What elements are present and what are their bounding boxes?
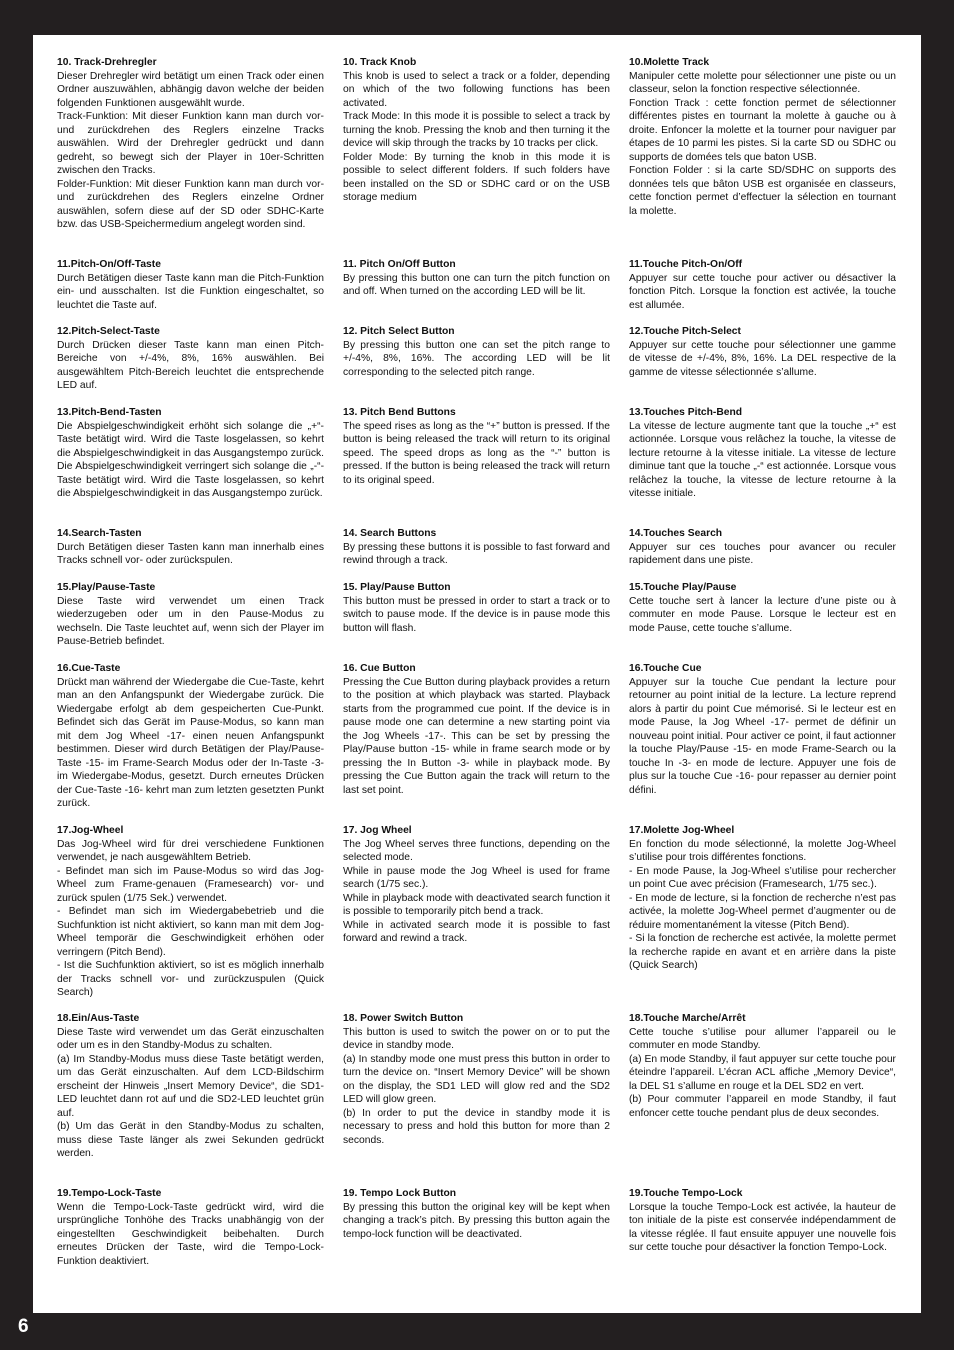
section-body: By pressing this button one can turn the pitch function on and off. When turned on the according LED will be lit.	[343, 272, 610, 297]
section-title: 15. Play/Pause Button	[343, 582, 451, 593]
section-pitch-select	[57, 325, 324, 393]
section-pitch-on-off	[629, 258, 896, 312]
section-tempo-lock	[343, 1187, 610, 1241]
section-title: 12.Touche Pitch-Select	[629, 326, 741, 337]
section-title: 18.Touche Marche/Arrêt	[629, 1013, 746, 1024]
section-title: 16. Cue Button	[343, 663, 416, 674]
section-cue	[629, 662, 896, 797]
section-body: Cette touche s’utilise pour allumer l’appareil ou le commuter en mode Standby. (a) En mode Standby, il faut appuyer sur cette touche pour éteindre l’appareil. L’écran ACL affiche „Memory Device“, la DEL S1 s’allume en rouge et la DEL SD2 en vert. (b) Pour commuter l’appareil en mode Standby, il faut enfoncer cette touche pendant plus de deux secondes.	[629, 1026, 896, 1119]
section-body: By pressing this button the original key will be kept when changing a track’s pitch. By pressing this button again the tempo-lock function will be deactivated.	[343, 1201, 610, 1240]
section-body: Durch Drücken dieser Taste kann man einen Pitch-Bereiche von +/-4%, 8%, 16% auswählen. Bei ausgewähltem Pitch-Bereich leuchtet die entsprechende LED auf.	[57, 339, 324, 391]
section-body: This knob is used to select a track or a folder, depending on which of the two following functions has been activated. Track Mode: In this mode it is possible to select a track by turning the knob. Pressing the knob and then turning it the device will skip through the tracks by 10 tracks per click. Folder Mode: By turning the knob in this mode it is possible to select different folders. If such folders have been installed on the SD or SDHC card or on the USB storage medium	[343, 70, 610, 203]
section-title: 18. Power Switch Button	[343, 1013, 464, 1024]
section-body: Appuyer sur cette touche pour activer ou désactiver la fonction Pitch. Lorsque la fonction est activée, la touche est allumée.	[629, 272, 896, 311]
section-body: By pressing these buttons it is possible to fast forward and rewind through a track.	[343, 541, 610, 566]
section-jog-wheel	[343, 824, 610, 946]
section-search	[629, 527, 896, 568]
page-number: 6	[18, 1316, 29, 1337]
section-body: La vitesse de lecture augmente tant que la touche „+“ est actionnée. Lorsque vous relâchez la touche, la vitesse de lecture retourne à la vitesse initiale. La vitesse de lecture diminue tant que la touche „-“ est actionnée. Lorsque vous relâchez la touche, la vitesse de lecture retourne à la vitesse initiale.	[629, 420, 896, 499]
section-play-pause	[629, 581, 896, 635]
section-body: Durch Betätigen dieser Taste kann man die Pitch-Funktion ein- und ausschalten. Ist die Funktion eingeschaltet, so leuchtet die Taste auf.	[57, 272, 324, 311]
section-title: 10. Track Knob	[343, 57, 417, 68]
section-track-knob	[629, 56, 896, 218]
section-body: The Jog Wheel serves three functions, depending on the selected mode. While in pause mode the Jog Wheel is used for frame search (1/75 sec.). While in playback mode with deactivated search function it is possible to temporarily pitch bend a track. While in activated search mode it is possible to fast forward and rewind a track.	[343, 838, 610, 944]
section-body: Pressing the Cue Button during playback provides a return to the position at which playback was started. Playback starts from the programmed cue point. If the device is in pause mode one can determine a new starting point via the Jog Wheels -17-. This can be set by pressing the Play/Pause button -15- while in frame search mode or by pressing the In Button -3- while in playback mode. By pressing the Cue Button again the track will return to the last set point.	[343, 676, 610, 796]
section-body: Diese Taste wird verwendet um das Gerät einzuschalten oder um es in den Standby-Modus zu schalten. (a) Im Standby-Modus muss diese Taste betätigt werden, um das Gerät einzuschalten. Auf dem LCD-Bildschirm erscheint der Hinweis „Insert Memory Device“, die SD1-LED leuchtet dann rot auf und die SD2-LED leuchtet grün auf. (b) Um das Gerät in den Standby-Modus zu schalten, muss diese Taste länger als zwei Sekunden gedrückt werden.	[57, 1026, 324, 1159]
section-title: 12. Pitch Select Button	[343, 326, 455, 337]
section-title: 13.Pitch-Bend-Tasten	[57, 407, 162, 418]
section-cue	[343, 662, 610, 797]
section-title: 16.Touche Cue	[629, 663, 702, 674]
manual-page	[33, 35, 921, 1313]
section-play-pause	[343, 581, 610, 635]
section-body: Appuyer sur la touche Cue pendant la lecture pour retourner au point initial de la lecture. La lecture reprend alors à partir du point Cue mémorisé. Si le lecteur est en mode Pause, la Jog Wheel -17- permet de définir un nouveau point initial. Pour activer ce point, il faut actionner la touche Play/Pause -15- en mode Frame-Search ou la touche In -3- en mode de lecture. Appuyer une fois de plus sur la touche Cue -16- pour repasser au dernier point défini.	[629, 676, 896, 796]
section-title: 17.Molette Jog-Wheel	[629, 825, 735, 836]
section-title: 17.Jog-Wheel	[57, 825, 124, 836]
section-body: En fonction du mode sélectionné, la molette Jog-Wheel s’utilise pour trois différentes fonctions. - En mode Pause, la Jog-Wheel s’utilise pour rechercher un point Cue avec précision (Framesearch, 1/75 sec.). - En mode de lecture, si la fonction de recherche n’est pas activée, la molette Jog-Wheel permet d’augmenter ou de réduire momentanément la vitesse (Pitch Bend). - Si la fonction de recherche est activée, la molette permet la recherche rapide en avant et en arrière dans la piste (Quick Search)	[629, 838, 896, 971]
section-body: Durch Betätigen dieser Tasten kann man innerhalb eines Tracks schnell vor- oder zurückspulen.	[57, 541, 324, 566]
section-jog-wheel	[57, 824, 324, 1000]
section-pitch-on-off	[343, 258, 610, 299]
section-tempo-lock	[57, 1187, 324, 1268]
section-title: 15.Touche Play/Pause	[629, 582, 737, 593]
section-body: Manipuler cette molette pour sélectionner une piste ou un classeur, selon la fonction respective sélectionnée. Fonction Track : cette fonction permet de sélectionner différentes pistes en tournant la molette à gauche ou à droite. Enfoncer la molette et la tourner pour naviguer par étapes de 10 parmi les pistes. Si la carte SD ou SDHC ou supports de domées tels que baton USB. Fonction Folder : si la carte SD/SDHC on supports des données tels que bâton USB est organisée en classeurs, cette fonction permet d’effectuer la sélection en tournant la molette.	[629, 70, 896, 217]
section-track-knob	[343, 56, 610, 205]
section-body: This button is used to switch the power on or to put the device in standby mode. (a) In standby mode one must press this button in order to turn the device on. “Insert Memory Device” will be shown on the display, the SD1 LED will glow red and the SD2 LED will glow green. (b) In order to put the device in standby mode it is necessary to press and hold this button for more than 2 seconds.	[343, 1026, 610, 1146]
section-pitch-on-off	[57, 258, 324, 312]
section-pitch-select	[629, 325, 896, 379]
section-title: 14.Touches Search	[629, 528, 723, 539]
section-body: Diese Taste wird verwendet um einen Track wiederzugeben oder um in den Pause-Modus zu wechseln. Die Taste leuchtet auf, wenn sich der Player im Pause-Betrieb befindet.	[57, 595, 324, 647]
section-power	[343, 1012, 610, 1147]
section-title: 17. Jog Wheel	[343, 825, 412, 836]
section-cue	[57, 662, 324, 811]
section-body: The speed rises as long as the “+” button is pressed. If the button is being released the track will return to its original speed. The speed drops as long as the “-” button is pressed. If the button is being released the track will return to its original speed.	[343, 420, 610, 486]
section-title: 11.Touche Pitch-On/Off	[629, 259, 743, 270]
section-title: 13.Touches Pitch-Bend	[629, 407, 743, 418]
section-title: 14. Search Buttons	[343, 528, 437, 539]
section-play-pause	[57, 581, 324, 649]
section-pitch-bend	[57, 406, 324, 501]
section-body: Das Jog-Wheel wird für drei verschiedene Funktionen verwendet, je nach ausgewähltem Betrieb. - Befindet man sich im Pause-Modus so wird das Jog-Wheel zum Frame-genauen (Framesearch) vor- und zurück spulen (1/75 Sek.) verwendet. - Befindet man sich im Wiedergabebetrieb und die Suchfunktion ist nicht aktiviert, so kann man mit dem Jog-Wheel temporär die Geschwindigkeit erhöhen oder verringern (Pitch Bend). - Ist die Suchfunktion aktiviert, so ist es möglich innerhalb der Tracks schnell vor- und zurückzuspulen (Quick Search)	[57, 838, 324, 998]
section-title: 19.Touche Tempo-Lock	[629, 1188, 743, 1199]
section-title: 19. Tempo Lock Button	[343, 1188, 457, 1199]
section-title: 13. Pitch Bend Buttons	[343, 407, 456, 418]
section-jog-wheel	[629, 824, 896, 973]
section-body: Drückt man während der Wiedergabe die Cue-Taste, kehrt man an den Anfangspunkt der Wiedergabe zurück. Die Wiedergabe erfolgt ab dem gespeicherten Cue-Punkt. Befindet sich das Gerät im Pause-Modus, so kann man mit dem Jog Wheel -17- einen neuen Anfangspunkt bestimmen. Dieser wird durch Betätigen der Play/Pause-Taste -15- im Frame-Search Modus oder der In-Taste -3- im Wiedergabe-Modus, gesetzt. Durch erneutes Drücken der Cue-Taste -16- kehrt man zum letzten gesetzten Punkt zurück.	[57, 676, 324, 809]
section-tempo-lock	[629, 1187, 896, 1255]
section-body: Appuyer sur ces touches pour avancer ou reculer rapidement dans une piste.	[629, 541, 896, 566]
section-title: 15.Play/Pause-Taste	[57, 582, 156, 593]
section-search	[343, 527, 610, 568]
section-track-knob	[57, 56, 324, 232]
section-body: Dieser Drehregler wird betätigt um einen Track oder einen Ordner auszuwählen, abhängig davon welche der beiden folgenden Funktionen ausgewählt wurde. Track-Funktion: Mit dieser Funktion kann man durch vor- und zurückdrehen des Reglers einzelne Tracks auswählen. Wird der Drehregler gedrückt und dann gedreht, so bewegt sich der Player in 10er-Schritten zwischen den Tracks. Folder-Funktion: Mit dieser Funktion kann man durch vor- und zurückdrehen des Reglers einzelne Ordner auswählen, sofern diese auf der SD oder SDHC-Karte bzw. das USB-Speichermedium angelegt worden sind.	[57, 70, 324, 230]
section-title: 10.Molette Track	[629, 57, 710, 68]
section-body: Lorsque la touche Tempo-Lock est activée, la hauteur de ton initiale de la piste est conservée indépendamment de la vitesse réglée. Il faut ensuite appuyer une nouvelle fois sur cette touche pour désactiver la fonction Tempo-Lock.	[629, 1201, 896, 1253]
section-title: 11.Pitch-On/Off-Taste	[57, 259, 161, 270]
section-title: 16.Cue-Taste	[57, 663, 121, 674]
section-body: This button must be pressed in order to start a track or to switch to pause mode. If the device is in pause mode this button will flash.	[343, 595, 610, 634]
section-title: 19.Tempo-Lock-Taste	[57, 1188, 162, 1199]
section-pitch-bend	[629, 406, 896, 501]
section-pitch-select	[343, 325, 610, 379]
section-body: Wenn die Tempo-Lock-Taste gedrückt wird, wird die ursprüngliche Tonhöhe des Tracks unabhängig von der eingestellten Geschwindigkeit beibehalten. Durch erneutes Drücken der Taste, wird die Tempo-Lock-Funktion deaktiviert.	[57, 1201, 324, 1267]
section-pitch-bend	[343, 406, 610, 487]
section-body: Appuyer sur cette touche pour sélectionner une gamme de vitesse de +/-4%, 8%, 16%. La DEL respective de la gamme de vitesse sélectionnée s’allume.	[629, 339, 896, 378]
section-title: 11. Pitch On/Off Button	[343, 259, 456, 270]
section-search	[57, 527, 324, 568]
section-body: Die Abspielgeschwindigkeit erhöht sich solange die „+“-Taste betätigt wird. Wird die Taste losgelassen, so kehrt die Abspielgeschwindigkeit in das Ausgangstempo zurück. Die Abspielgeschwindigkeit verringert sich solange die „-“-Taste betätigt wird. Wird die Taste losgelassen, so kehrt die Abspielgeschwindigkeit in das Ausgangstempo zurück.	[57, 420, 324, 499]
section-title: 18.Ein/Aus-Taste	[57, 1013, 140, 1024]
section-title: 10. Track-Drehregler	[57, 57, 157, 68]
section-body: Cette touche sert à lancer la lecture d’une piste ou à commuter en mode Pause. Lorsque le lecteur est en mode Pause, cette touche s’allume.	[629, 595, 896, 634]
section-title: 12.Pitch-Select-Taste	[57, 326, 160, 337]
section-power	[629, 1012, 896, 1120]
section-title: 14.Search-Tasten	[57, 528, 142, 539]
section-power	[57, 1012, 324, 1161]
section-body: By pressing this button one can set the pitch range to +/-4%, 8%, 16%. The according LED will be lit corresponding to the selected pitch range.	[343, 339, 610, 378]
